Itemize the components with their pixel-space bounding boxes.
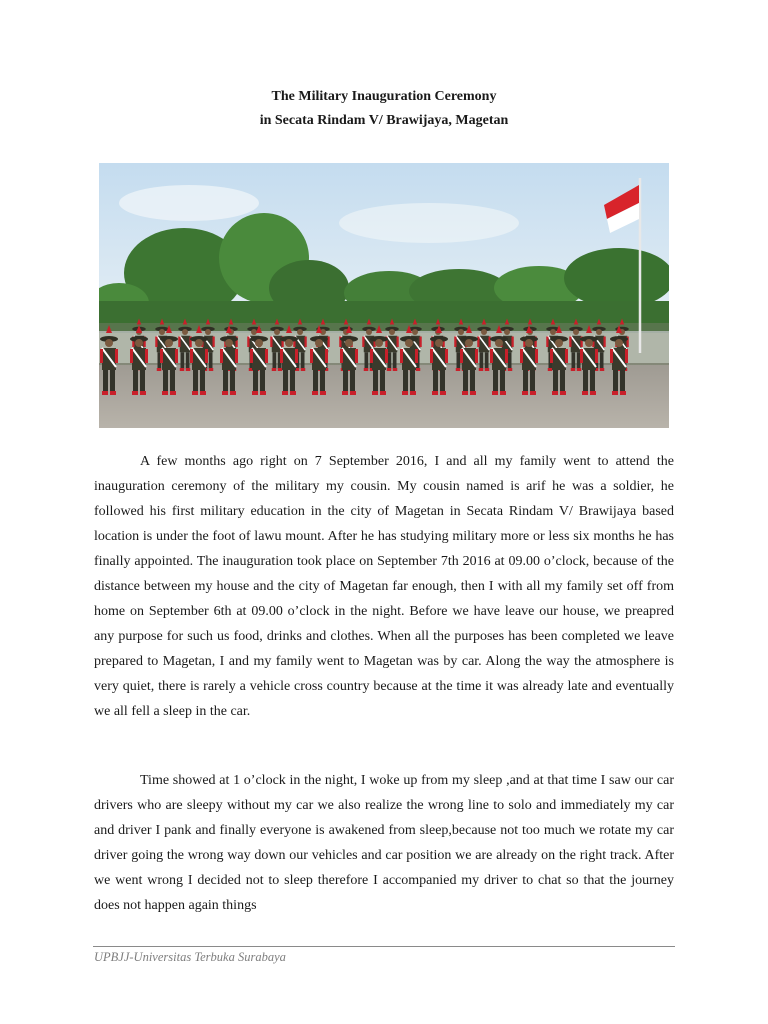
document-title-line1: The Military Inauguration Ceremony: [271, 89, 497, 104]
paragraph-2: Time showed at 1 o’clock in the night, I woke up from my sleep ,and at that time I saw our car drivers who are sleepy without my car we also realize the wrong line to solo and immediately my car and driver I pank and finally everyone is awakened from sleep,because not too much we rotate my car driver going the wrong way down our vehicles and car position we are already on the right track. After we went wrong I decided not to sleep therefore I accompanied my driver to chat so that the journey does not happen again things: [94, 773, 674, 913]
document-title-line2: in Secata Rindam V/ Brawijaya, Magetan: [259, 113, 509, 128]
paragraph-1: A few months ago right on 7 September 2016, I and all my family went to attend the inauguration ceremony of the military my cousin. My cousin named is arif he was a soldier, he followed his first military education in the city of Magetan in Secata Rindam V/ Brawijaya based location is under the foot of lawu mount. After he has studying military more or less six months he has finally appointed. The inauguration took place on September 7th 2016 at 09.00 o’clock, because of the distance between my house and the city of Magetan far enough, then I with all my family set off from home on September 6th at 09.00 o’clock in the night. Before we have leave our house, we preapred any purpose for such us food, drinks and clothes. When all the purposes has been completed we leave prepared to Magetan, I and my family went to Magetan was by car. Along the way the atmosphere is very quiet, there is rarely a vehicle cross country because at the time it was already late and eventually we all fell a sleep in the car.: [94, 454, 674, 719]
ceremony-photo: [99, 163, 669, 428]
footer-text: UPBJJ-Universitas Terbuka Surabaya: [94, 950, 286, 964]
footer-divider: [93, 946, 675, 947]
